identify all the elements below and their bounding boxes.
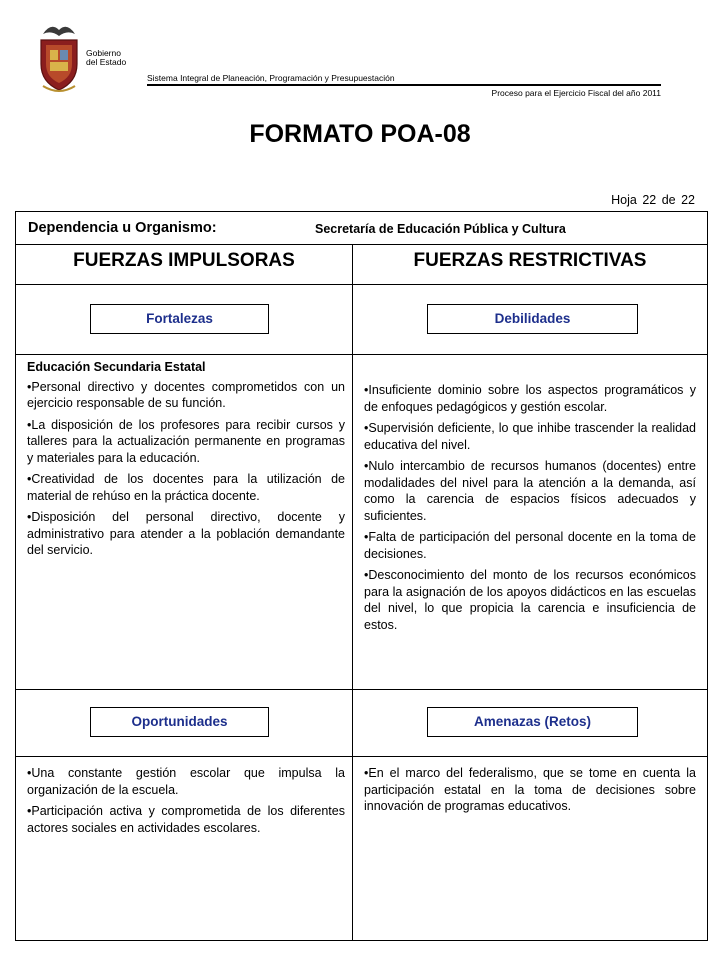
oportunidad-item: • Participación activa y comprometida de los diferentes actores sociales en actividades escolares. bbox=[27, 803, 345, 836]
amenaza-item: • En el marco del federalismo, que se tome en cuenta la participación estatal en la toma de decisiones sobre innovación de programas educativos. bbox=[364, 765, 696, 815]
oportunidades-tag: Oportunidades bbox=[90, 707, 269, 737]
debilidad-item: • Desconocimiento del monto de los recursos económicos para la asignación de los apoyos didácticos en las escuelas del nivel, lo que propicia la carencia e insuficiencia de estos. bbox=[364, 567, 696, 633]
oportunidades-tag-divider bbox=[16, 756, 707, 757]
fortalezas-cell bbox=[27, 359, 345, 564]
document-title: FORMATO POA-08 bbox=[249, 120, 471, 148]
dependencia-row bbox=[16, 212, 707, 245]
page-current: 22 bbox=[642, 193, 657, 207]
fortaleza-item: • Personal directivo y docentes comprometidos con un ejercicio responsable de su función. bbox=[27, 379, 345, 412]
process-year: Proceso para el Ejercicio Fiscal del año 2011 bbox=[491, 88, 661, 98]
dependencia-value: Secretaría de Educación Pública y Cultura bbox=[315, 222, 566, 236]
page-counter bbox=[611, 193, 695, 207]
oportunidades-cell bbox=[27, 765, 345, 841]
debilidad-item: • Insuficiente dominio sobre los aspectos programáticos y de enfoques pedagógicos y gestión escolar. bbox=[364, 382, 696, 415]
fuerzas-impulsoras-heading: FUERZAS IMPULSORAS bbox=[73, 250, 295, 271]
debilidades-tag: Debilidades bbox=[427, 304, 638, 334]
fortaleza-item: • La disposición de los profesores para recibir cursos y talleres para la actualización permanente en programas y materiales para la educación. bbox=[27, 417, 345, 467]
fortalezas-section-title: Educación Secundaria Estatal bbox=[27, 360, 206, 374]
column-divider bbox=[352, 245, 353, 940]
debilidad-item: • Falta de participación del personal docente en la toma de decisiones. bbox=[364, 529, 696, 562]
page-label: Hoja bbox=[611, 193, 637, 207]
heading-divider bbox=[16, 284, 707, 285]
amenazas-cell bbox=[364, 765, 696, 820]
header-rule bbox=[147, 84, 661, 86]
state-seal-logo bbox=[37, 20, 81, 96]
oportunidad-item: • Una constante gestión escolar que impulsa la organización de la escuela. bbox=[27, 765, 345, 798]
fortaleza-item: • Disposición del personal directivo, docente y administrativo para atender a la población demandante del servicio. bbox=[27, 509, 345, 559]
system-name: Sistema Integral de Planeación, Programación y Presupuestación bbox=[147, 73, 395, 83]
fortaleza-item: • Creatividad de los docentes para la utilización de material de rehúso en la práctica docente. bbox=[27, 471, 345, 504]
strengths-section-divider bbox=[16, 689, 707, 690]
fortalezas-tag: Fortalezas bbox=[90, 304, 269, 334]
page-total: 22 bbox=[681, 193, 695, 207]
debilidad-item: • Nulo intercambio de recursos humanos (docentes) entre modalidades del nivel para la atención a la demanda, así como la carencia de espacios físicos adecuados y suficientes. bbox=[364, 458, 696, 524]
poa-form-table bbox=[15, 211, 708, 941]
debilidades-cell bbox=[364, 382, 696, 638]
gobierno-label bbox=[86, 49, 126, 67]
gobierno-line1: Gobierno bbox=[86, 48, 121, 58]
gobierno-line2: del Estado bbox=[86, 57, 127, 67]
amenazas-tag: Amenazas (Retos) bbox=[427, 707, 638, 737]
fortalezas-tag-divider bbox=[16, 354, 707, 355]
dependencia-label: Dependencia u Organismo: bbox=[28, 220, 217, 236]
debilidad-item: • Supervisión deficiente, lo que inhibe trascender la realidad educativa del nivel. bbox=[364, 420, 696, 453]
page-of-label: de bbox=[661, 193, 676, 207]
fuerzas-restrictivas-heading: FUERZAS RESTRICTIVAS bbox=[413, 250, 647, 271]
